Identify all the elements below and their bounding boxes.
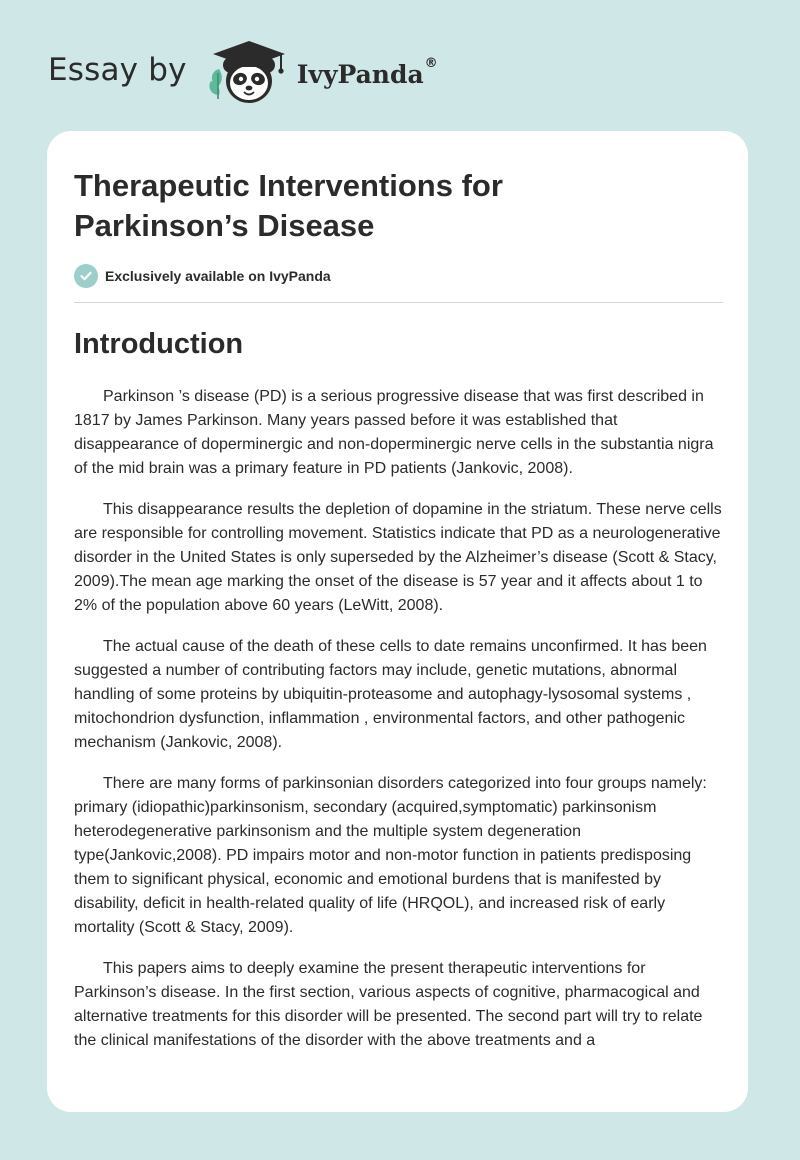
- availability-text: Exclusively available on IvyPanda: [105, 268, 331, 284]
- divider: [74, 302, 723, 303]
- registered-mark: ®: [424, 55, 438, 71]
- paragraph: There are many forms of parkinsonian disorders categorized into four groups namely: primary (idiopathic)parkinsonism, secondary (acquired,symptomatic) parkinsonism heterodegenerative parkinsonism and the multiple system degeneration type(Jankovic,2008). PD impairs motor and non-motor function in patients predisposing them to significant physical, economic and emotional burdens that is manifested by disability, deficit in health-related quality of life (HRQOL), and increased risk of early mortality (Scott & Stacy, 2009).: [74, 775, 707, 936]
- section-heading: Introduction: [74, 328, 244, 360]
- essay-body: [74, 385, 723, 1070]
- paragraph: This papers aims to deeply examine the present therapeutic interventions for Parkinson’s disease. In the first section, various aspects of cognitive, pharmacogical and alternative treatments for this disorder will be presented. The second part will try to relate the clinical manifestations of the disorder with the above treatments and a: [74, 960, 703, 1049]
- brand-name: IvyPanda®: [296, 55, 438, 89]
- brand-prefix: Essay by: [48, 52, 187, 88]
- panda-graduate-icon: [203, 37, 295, 109]
- availability-note: [74, 264, 331, 288]
- essay-card: [47, 131, 748, 1112]
- brand-header[interactable]: [48, 38, 438, 108]
- essay-title: Therapeutic Interventions for Parkinson’s Disease: [74, 168, 503, 243]
- paragraph: The actual cause of the death of these cells to date remains unconfirmed. It has been suggested a number of contributing factors may include, genetic mutations, abnormal handling of some proteins by ubiquitin-proteasome and autophagy-lysosomal systems , mitochondrion dysfunction, inflammation , environmental factors, and other pathogenic mechanism (Jankovic, 2008).: [74, 638, 707, 751]
- paragraph: Parkinson ’s disease (PD) is a serious progressive disease that was first described in 1817 by James Parkinson. Many years passed before it was established that disappearance of doperminergic and non-doperminergic nerve cells in the substantia nigra of the mid brain was a primary feature in PD patients (Jankovic, 2008).: [74, 388, 714, 477]
- paragraph: This disappearance results the depletion of dopamine in the striatum. These nerve cells are responsible for controlling movement. Statistics indicate that PD as a neurologenerative disorder in the United States is only superseded by the Alzheimer’s disease (Scott & Stacy, 2009).The mean age marking the onset of the disease is 57 year and it affects about 1 to 2% of the population above 60 years (LeWitt, 2008).: [74, 501, 722, 614]
- check-circle-icon: [74, 264, 98, 288]
